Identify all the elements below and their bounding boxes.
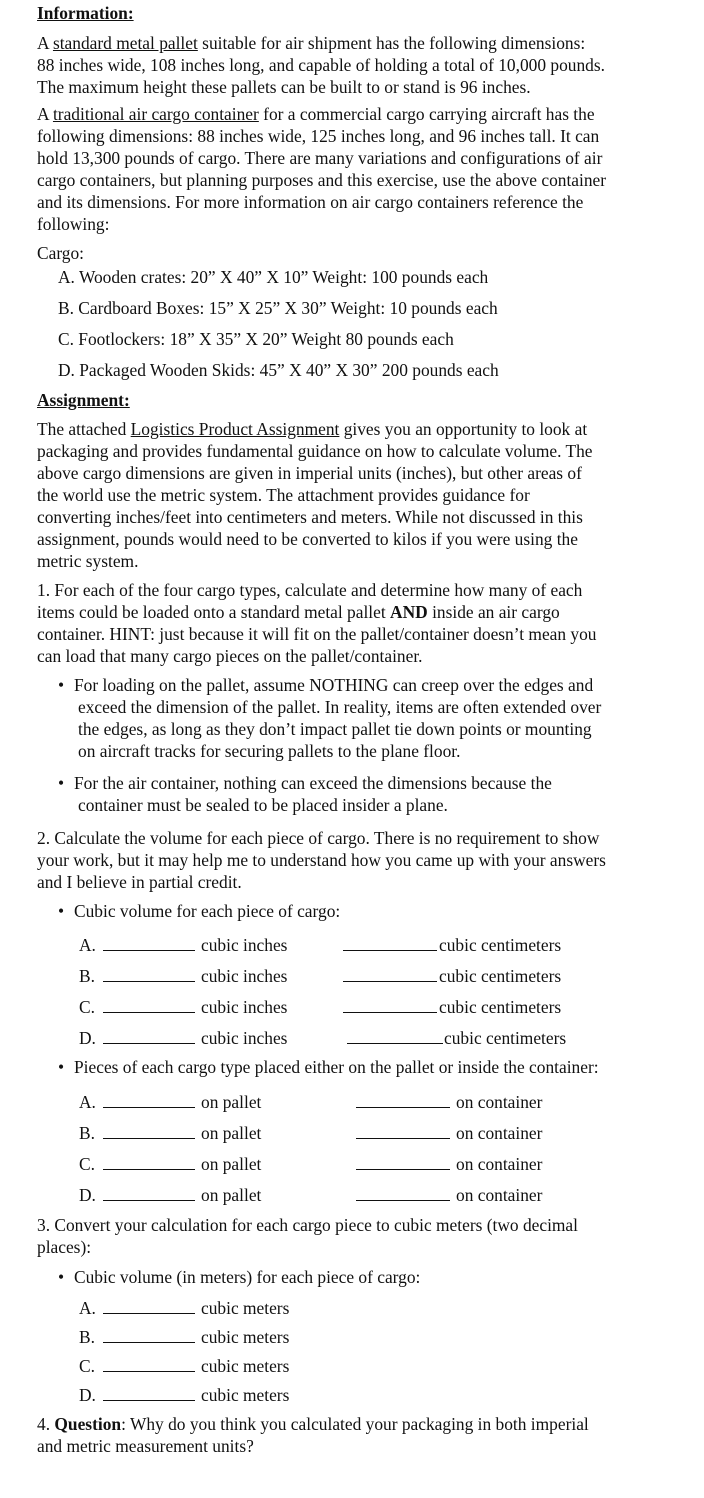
pieces-row-c bbox=[79, 1153, 679, 1175]
row-unit: cubic meters bbox=[201, 1385, 290, 1405]
volume-row-a bbox=[79, 934, 679, 956]
answer-blank-pallet-d[interactable] bbox=[103, 1184, 195, 1201]
row-letter: B. bbox=[79, 966, 95, 986]
answer-blank-inches-a[interactable] bbox=[103, 934, 195, 951]
q4-prefix: 4. bbox=[37, 1414, 55, 1434]
answer-blank-container-d[interactable] bbox=[356, 1184, 450, 1201]
row-unit2: cubic centimeters bbox=[439, 966, 562, 986]
q3-line2: places): bbox=[37, 1237, 92, 1257]
q1-bullet2-line1: For the air container, nothing can exceed the dimensions because the bbox=[74, 773, 552, 793]
q1-line1: 1. For each of the four cargo types, calculate and determine how many of each bbox=[37, 580, 583, 600]
row-letter: B. bbox=[79, 1123, 95, 1143]
pallet-paragraph bbox=[37, 32, 667, 98]
q1-bullet-pallet bbox=[58, 674, 658, 762]
cargo-item-a: A. Wooden crates: 20” X 40” X 10” Weight: 100 pounds each bbox=[58, 267, 489, 287]
answer-blank-inches-c[interactable] bbox=[103, 996, 195, 1013]
container-para-prefix: A bbox=[37, 104, 53, 124]
intro-line6: assignment, pounds would need to be converted to kilos if you were using the bbox=[37, 529, 578, 549]
row-unit: cubic meters bbox=[201, 1356, 290, 1376]
intro-line4: the world use the metric system. The attachment provides guidance for bbox=[37, 485, 530, 505]
bullet-dot-icon: • bbox=[58, 675, 65, 695]
row-letter: D. bbox=[79, 1028, 96, 1048]
bullet-dot-icon: • bbox=[58, 1057, 65, 1077]
intro-line7: metric system. bbox=[37, 551, 139, 571]
row-unit1: cubic inches bbox=[201, 1028, 288, 1048]
q1-bullet2-line2: container must be sealed to be placed insider a plane. bbox=[78, 795, 448, 815]
bullet-dot-icon: • bbox=[58, 1267, 65, 1287]
q2-line3: and I believe in partial credit. bbox=[37, 872, 242, 892]
answer-blank-container-c[interactable] bbox=[356, 1153, 450, 1170]
answer-blank-cm-c[interactable] bbox=[343, 996, 437, 1013]
answer-blank-inches-d[interactable] bbox=[103, 1027, 195, 1044]
pieces-row-d bbox=[79, 1184, 679, 1206]
air-cargo-container-link: traditional air cargo container bbox=[52, 104, 259, 124]
q2-bullet-pieces-text: Pieces of each cargo type placed either on the pallet or inside the container: bbox=[74, 1057, 599, 1077]
answer-blank-pallet-b[interactable] bbox=[103, 1122, 195, 1139]
q2-line2: your work, but it may help me to understand how you came up with your answers bbox=[37, 850, 606, 870]
container-para-line4: cargo containers, but planning purposes and this exercise, use the above container bbox=[37, 170, 607, 190]
row-unit1: on pallet bbox=[201, 1092, 262, 1112]
q4-question-bold: Question bbox=[54, 1414, 122, 1434]
row-unit2: on container bbox=[456, 1123, 543, 1143]
q1-bullet1-line3: the edges, as long as they don’t impact pallet tie down points or mounting bbox=[78, 719, 592, 739]
logistics-product-assignment-link: Logistics Product Assignment bbox=[130, 419, 340, 439]
row-letter: A. bbox=[79, 1092, 96, 1112]
question-3 bbox=[37, 1214, 667, 1258]
container-para-line3: hold 13,300 pounds of cargo. There are many variations and configurations of air bbox=[37, 148, 603, 168]
q4-line1: : Why do you think you calculated your packaging in both imperial bbox=[121, 1414, 589, 1434]
pallet-para-line2: 88 inches wide, 108 inches long, and capable of holding a total of 10,000 pounds. bbox=[37, 55, 605, 75]
row-unit2: cubic centimeters bbox=[444, 1028, 567, 1048]
cargo-item-d: D. Packaged Wooden Skids: 45” X 40” X 30” 200 pounds each bbox=[58, 360, 499, 380]
q3-bullet-text: Cubic volume (in meters) for each piece of cargo: bbox=[74, 1267, 421, 1287]
q2-bullet-volume bbox=[58, 900, 658, 922]
answer-blank-cm-a[interactable] bbox=[343, 934, 437, 951]
answer-blank-meters-d[interactable] bbox=[103, 1384, 195, 1401]
row-letter: C. bbox=[79, 1154, 95, 1174]
row-letter: C. bbox=[79, 997, 95, 1017]
answer-blank-container-b[interactable] bbox=[356, 1122, 450, 1139]
volume-row-b bbox=[79, 965, 679, 987]
bullet-dot-icon: • bbox=[58, 901, 65, 921]
answer-blank-meters-b[interactable] bbox=[103, 1326, 195, 1343]
standard-metal-pallet-link: standard metal pallet bbox=[52, 33, 198, 53]
answer-blank-inches-b[interactable] bbox=[103, 965, 195, 982]
q2-line1: 2. Calculate the volume for each piece of cargo. There is no requirement to show bbox=[37, 828, 600, 848]
bullet-dot-icon: • bbox=[58, 773, 65, 793]
row-unit2: cubic centimeters bbox=[439, 997, 562, 1017]
row-unit2: on container bbox=[456, 1185, 543, 1205]
cargo-item-b: B. Cardboard Boxes: 15” X 25” X 30” Weight: 10 pounds each bbox=[58, 298, 498, 318]
meters-row-a bbox=[79, 1297, 679, 1319]
assignment-heading: Assignment: bbox=[37, 390, 130, 410]
information-heading: Information: bbox=[37, 3, 134, 23]
row-unit1: on pallet bbox=[201, 1185, 262, 1205]
answer-blank-pallet-a[interactable] bbox=[103, 1091, 195, 1108]
row-unit1: cubic inches bbox=[201, 997, 288, 1017]
row-unit1: cubic inches bbox=[201, 935, 288, 955]
q4-line2: and metric measurement units? bbox=[37, 1436, 254, 1456]
container-para-line1: for a commercial cargo carrying aircraft has the bbox=[258, 104, 595, 124]
row-unit1: on pallet bbox=[201, 1123, 262, 1143]
answer-blank-pallet-c[interactable] bbox=[103, 1153, 195, 1170]
q1-bullet1-line4: on aircraft tracks for securing pallets to the plane floor. bbox=[78, 741, 461, 761]
container-para-line5: and its dimensions. For more information on air cargo containers reference the bbox=[37, 192, 584, 212]
q2-bullet-volume-text: Cubic volume for each piece of cargo: bbox=[74, 901, 341, 921]
assignment-intro bbox=[37, 418, 667, 572]
answer-blank-meters-a[interactable] bbox=[103, 1297, 195, 1314]
answer-blank-cm-d[interactable] bbox=[347, 1027, 443, 1044]
answer-blank-container-a[interactable] bbox=[356, 1091, 450, 1108]
row-letter: A. bbox=[79, 1298, 96, 1318]
meters-row-b bbox=[79, 1326, 679, 1348]
q3-bullet bbox=[58, 1266, 658, 1288]
intro-prefix: The attached bbox=[37, 419, 131, 439]
row-unit: cubic meters bbox=[201, 1327, 290, 1347]
q1-line2-post: inside an air cargo bbox=[427, 602, 560, 622]
intro-line3: above cargo dimensions are given in imperial units (inches), but other areas of bbox=[37, 463, 582, 483]
q1-bullet1-line2: exceed the dimension of the pallet. In reality, items are often extended over bbox=[78, 697, 602, 717]
volume-row-d bbox=[79, 1027, 679, 1049]
row-letter: B. bbox=[79, 1327, 95, 1347]
row-unit: cubic meters bbox=[201, 1298, 290, 1318]
q1-bullet-container bbox=[58, 772, 658, 816]
container-paragraph bbox=[37, 103, 667, 235]
volume-row-c bbox=[79, 996, 679, 1018]
intro-line2: packaging and provides fundamental guidance on how to calculate volume. The bbox=[37, 441, 593, 461]
pieces-row-a bbox=[79, 1091, 679, 1113]
q1-line4: can load that many cargo pieces on the pallet/container. bbox=[37, 646, 423, 666]
row-unit2: on container bbox=[456, 1154, 543, 1174]
cargo-label: Cargo: bbox=[37, 243, 85, 263]
row-unit2: on container bbox=[456, 1092, 543, 1112]
pieces-row-b bbox=[79, 1122, 679, 1144]
row-letter: A. bbox=[79, 935, 96, 955]
q1-and-bold: AND bbox=[390, 602, 428, 622]
question-4 bbox=[37, 1413, 667, 1457]
row-letter: C. bbox=[79, 1356, 95, 1376]
pallet-para-line1: suitable for air shipment has the following dimensions: bbox=[197, 33, 586, 53]
row-unit2: cubic centimeters bbox=[439, 935, 562, 955]
container-para-line6: following: bbox=[37, 214, 110, 234]
question-2 bbox=[37, 827, 667, 893]
intro-line1: gives you an opportunity to look at bbox=[339, 419, 588, 439]
pallet-para-line3: The maximum height these pallets can be built to or stand is 96 inches. bbox=[37, 77, 531, 97]
pallet-para-prefix: A bbox=[37, 33, 53, 53]
q1-bullet1-line1: For loading on the pallet, assume NOTHING can creep over the edges and bbox=[74, 675, 594, 695]
meters-row-d bbox=[79, 1384, 679, 1406]
q1-line3: container. HINT: just because it will fit on the pallet/container doesn’t mean you bbox=[37, 624, 597, 644]
q1-line2-pre: items could be loaded onto a standard metal pallet bbox=[37, 602, 391, 622]
answer-blank-meters-c[interactable] bbox=[103, 1355, 195, 1372]
row-unit1: on pallet bbox=[201, 1154, 262, 1174]
question-1 bbox=[37, 579, 667, 667]
intro-line5: converting inches/feet into centimeters and meters. While not discussed in this bbox=[37, 507, 583, 527]
row-letter: D. bbox=[79, 1185, 96, 1205]
q2-bullet-pieces bbox=[58, 1056, 658, 1078]
meters-row-c bbox=[79, 1355, 679, 1377]
row-unit1: cubic inches bbox=[201, 966, 288, 986]
container-para-line2: following dimensions: 88 inches wide, 125 inches long, and 96 inches tall. It can bbox=[37, 126, 600, 146]
cargo-item-c: C. Footlockers: 18” X 35” X 20” Weight 80 pounds each bbox=[58, 329, 454, 349]
answer-blank-cm-b[interactable] bbox=[343, 965, 437, 982]
row-letter: D. bbox=[79, 1385, 96, 1405]
q3-line1: 3. Convert your calculation for each cargo piece to cubic meters (two decimal bbox=[37, 1215, 578, 1235]
